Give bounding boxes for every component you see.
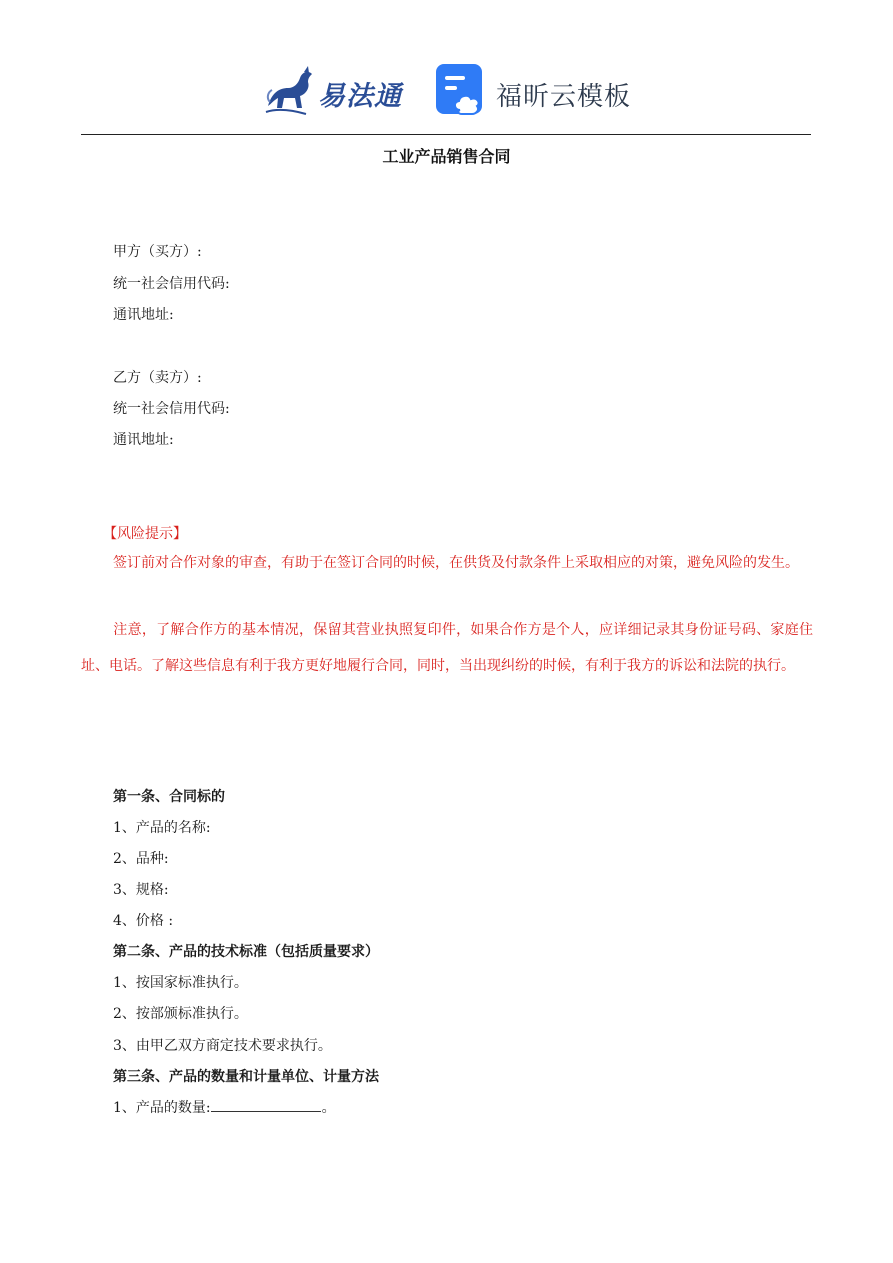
party-b-address: 通讯地址: [113,432,174,448]
foxit-logo-text: 福昕云模板 [496,82,632,112]
article-1-item: 4、价格 : [113,913,174,929]
quantity-label: 1、产品的数量: [113,1100,211,1116]
article-1-heading: 第一条、合同标的 [113,789,225,805]
qilin-mascot-icon [262,62,318,118]
article-1-item: 3、规格: [113,882,169,898]
risk-paragraph-1-text: 签订前对合作对象的审查，有助于在签订合同的时候，在供货及付款条件上采取相应的对策，避免风险的发生。 [113,555,799,571]
party-b-credit-code: 统一社会信用代码: [113,401,230,417]
article-2-item: 1、按国家标准执行。 [113,975,248,991]
quantity-suffix: 。 [321,1100,336,1116]
article-2-item: 2、按部颁标准执行。 [113,1006,248,1022]
header-divider [81,134,811,135]
risk-paragraph-2-text: 注意，了解合作方的基本情况，保留其营业执照复印件，如果合作方是个人，应详细记录其身份证号码、家庭住址、电话。了解这些信息有利于我方更好地履行合同，同时，当出现纠纷的时候，有利于我方的诉讼和法院的执行。 [81,622,813,674]
quantity-blank-field [211,1098,321,1112]
risk-paragraph-1 [81,545,813,581]
article-3-quantity-line [113,1097,336,1117]
party-a-label: 甲方（买方）: [113,244,202,260]
foxit-cloud-template-logo [436,64,646,118]
yifatong-logo [262,62,412,118]
article-1-item: 2、品种: [113,851,169,867]
article-2-heading: 第二条、产品的技术标准（包括质量要求） [113,944,379,960]
party-b-label: 乙方（卖方）: [113,370,202,386]
risk-heading: 【风险提示】 [103,526,187,542]
yifatong-logo-text: 易法通 [318,81,402,112]
article-1-item: 1、产品的名称: [113,820,211,836]
party-a-address: 通讯地址: [113,307,174,323]
cloud-document-icon [436,64,490,118]
article-3-heading: 第三条、产品的数量和计量单位、计量方法 [113,1069,379,1085]
page-header [0,58,893,122]
party-a-credit-code: 统一社会信用代码: [113,276,230,292]
article-2-item: 3、由甲乙双方商定技术要求执行。 [113,1038,332,1054]
document-title: 工业产品销售合同 [382,147,511,166]
risk-paragraph-2 [81,612,813,684]
